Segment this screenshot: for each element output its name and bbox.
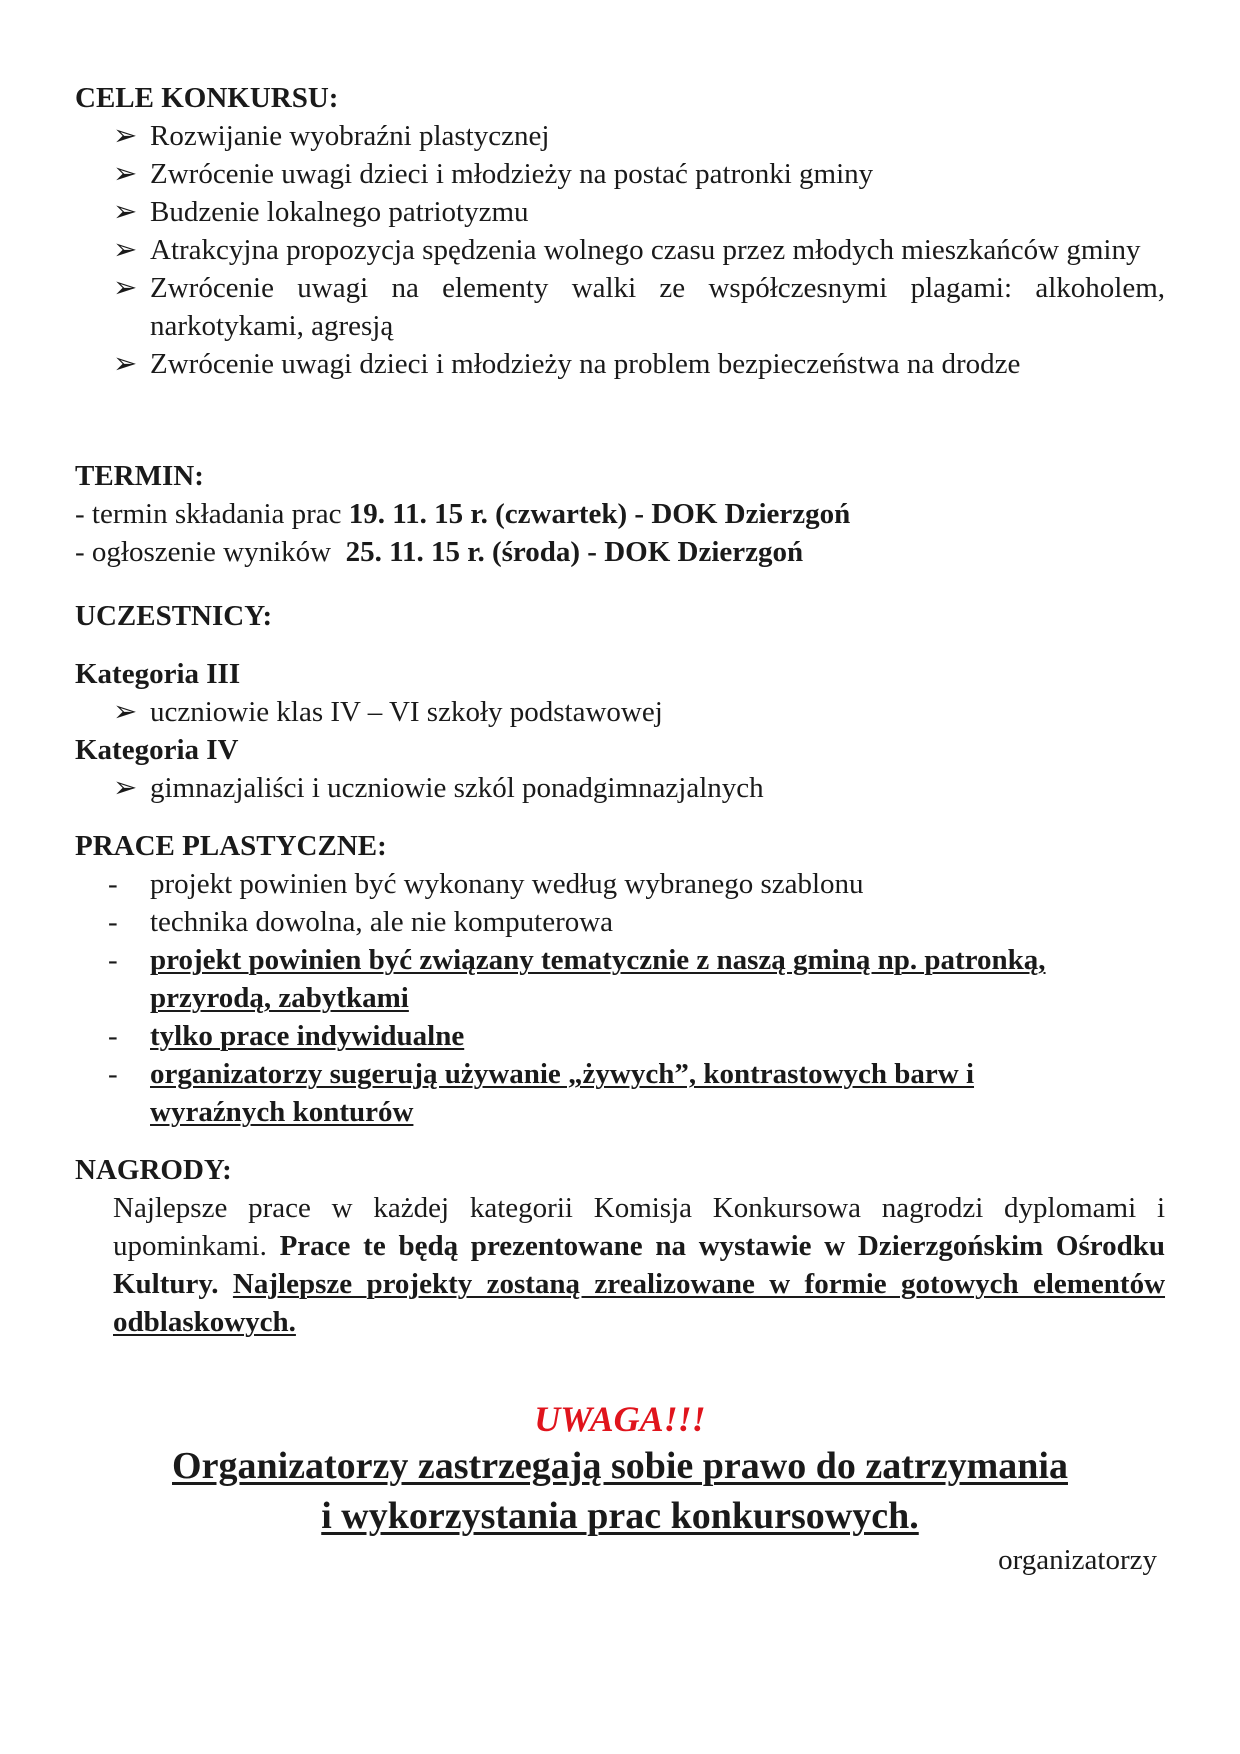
uwaga-title: UWAGA!!! [534,1399,706,1439]
arrow-bullet-icon: ➢ [113,772,138,804]
nagrody-heading: NAGRODY: [75,1154,232,1186]
list-item-text: Rozwijanie wyobraźni plastycznej [150,120,550,152]
arrow-bullet-icon: ➢ [113,348,138,380]
uczestnicy-heading: UCZESTNICY: [75,600,273,632]
signature: organizatorzy [998,1544,1157,1576]
list-item: - organizatorzy sugerują używanie „żywych”, kontrastowych barw i wyraźnych konturów [75,1055,1165,1131]
category-4-list [75,769,1165,807]
category-3-label: Kategoria III [75,658,241,690]
category-4-label: Kategoria IV [75,734,239,766]
arrow-bullet-icon: ➢ [113,120,138,152]
list-item [75,231,1165,269]
list-item [75,155,1165,193]
list-item: ➢ gimnazjaliści i uczniowie szkól ponadgimnazjalnych [75,769,1165,807]
closing-line-1: Organizatorzy zastrzegają sobie prawo do zatrzymania [172,1445,1068,1487]
cele-list [75,117,1165,383]
arrow-bullet-icon: ➢ [113,234,138,266]
nagrody-paragraph: Najlepsze prace w każdej kategorii Komisja Konkursowa nagrodzi dyplomami i upominkami. Prace te będą prezentowane na wystawie w Dzierzgońskim Ośrodku Kultury. Najlepsze projekty zostaną zrealizowane w formie gotowych elementów odblaskowych. [113,1192,1166,1338]
list-item [75,269,1165,345]
list-item: - tylko prace indywidualne [75,1017,1165,1055]
prace-list [75,865,1165,1131]
list-item-text: Zwrócenie uwagi dzieci i młodzieży na postać patronki gminy [150,158,874,190]
list-item [75,193,1165,231]
list-item-text: Budzenie lokalnego patriotyzmu [150,196,529,228]
dash-bullet: - [108,906,118,938]
cele-heading: CELE KONKURSU: [75,82,339,114]
closing-line-2: i wykorzystania prac konkursowych. [321,1495,919,1537]
list-item-text: Atrakcyjna propozycja spędzenia wolnego czasu przez młodych mieszkańców gminy [150,234,1141,266]
list-item: - projekt powinien być związany tematycznie z naszą gminą np. patronką, przyrodą, zabytkami [75,941,1165,1017]
dash-bullet: - [108,1058,118,1090]
dash-bullet: - [108,1020,118,1052]
arrow-bullet-icon: ➢ [113,272,138,304]
prace-heading: PRACE PLASTYCZNE: [75,830,387,862]
dash-bullet: - [108,944,118,976]
list-item: - technika dowolna, ale nie komputerowa [75,903,1165,941]
list-item: ➢ uczniowie klas IV – VI szkoły podstawowej [75,693,1165,731]
arrow-bullet-icon: ➢ [113,158,138,190]
dash-bullet: - [108,868,118,900]
list-item-text: Zwrócenie uwagi dzieci i młodzieży na problem bezpieczeństwa na drodze [150,348,1021,380]
list-item [75,117,1165,155]
termin-heading: TERMIN: [75,460,204,492]
document-page [75,79,1165,1579]
arrow-bullet-icon: ➢ [113,196,138,228]
list-item [75,345,1165,383]
category-3-list [75,693,1165,731]
list-item-text: Zwrócenie uwagi na elementy walki ze współczesnymi plagami: alkoholem, narkotykami, agresją [150,272,1165,342]
termin-line-results: - ogłoszenie wyników 25. 11. 15 r. (środa) - DOK Dzierzgoń [75,536,804,568]
termin-line-submission: - termin składania prac 19. 11. 15 r. (czwartek) - DOK Dzierzgoń [75,498,851,530]
arrow-bullet-icon: ➢ [113,696,138,728]
list-item: - projekt powinien być wykonany według wybranego szablonu [75,865,1165,903]
